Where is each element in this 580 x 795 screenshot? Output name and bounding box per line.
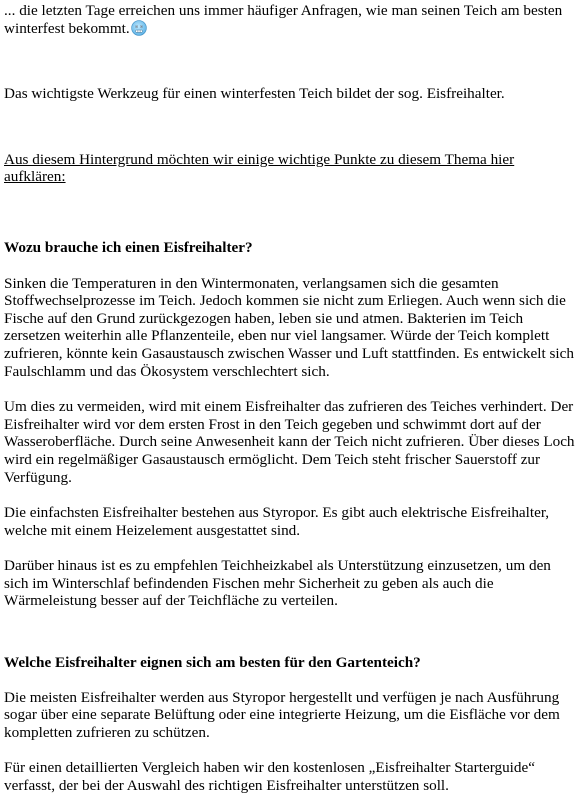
tool-paragraph: Das wichtigste Werkzeug für einen winterfesten Teich bildet der sog. Eisfreihalter. <box>4 85 505 103</box>
article-body <box>4 2 578 795</box>
why-paragraph-3: Die einfachsten Eisfreihalter bestehen aus Styropor. Es gibt auch elektrische Eisfreihalter, welche mit einem Heizelement ausgestattet sind. <box>4 504 550 539</box>
cold-face-emoji-icon <box>131 20 147 36</box>
which-paragraph-2: Für einen detaillierten Vergleich haben wir den kostenlosen „Eisfreihalter Starterguide“ verfasst, der bei der Auswahl des richtigen Eisfreihalter unterstützen soll. <box>4 759 535 795</box>
intro-text: ... die letzten Tage erreichen uns immer häufiger Anfragen, wie man seinen Teich am besten winterfest bekommt. <box>4 2 563 37</box>
heading-which-eisfreihalter: Welche Eisfreihalter eignen sich am besten für den Gartenteich? <box>4 654 421 672</box>
heading-why-eisfreihalter: Wozu brauche ich einen Eisfreihalter? <box>4 238 253 256</box>
why-paragraph-2: Um dies zu vermeiden, wird mit einem Eisfreihalter das zufrieren des Teiches verhindert. Der Eisfreihalter wird vor dem ersten Frost in den Teich gegeben und schwimmt dort auf der Wasseroberfläche. Durch seine Anwesenheit kann der Teich nicht zufrieren. Über dieses Loch wird ein regelmäßiger Gasaustausch ermöglicht. Dem Teich steht frischer Sauerstoff zur Verfügung. <box>4 398 575 486</box>
underlined-intro-paragraph: Aus diesem Hintergrund möchten wir einige wichtige Punkte zu diesem Thema hier aufklären: <box>4 150 515 186</box>
why-paragraph-1: Sinken die Temperaturen in den Wintermonaten, verlangsamen sich die gesamten Stoffwechselprozesse im Teich. Jedoch kommen sie nicht zum Erliegen. Auch wenn sich die Fische auf den Grund zurückgezogen haben, leben sie und atmen. Bakterien im Teich zersetzen weiterhin alle Pflanzenteile, eben nur viel langsamer. Würde der Teich komplett zufrieren, könnte kein Gasaustausch zwischen Wasser und Luft stattfinden. Es entwickelt sich Faulschlamm und das Ökosystem verschlechtert sich. <box>4 274 574 380</box>
why-paragraph-4: Darüber hinaus ist es zu empfehlen Teichheizkabel als Unterstützung einzusetzen, um den sich im Winterschlaf befindenden Fischen mehr Sicherheit zu geben als auch die Wärmeleistung besser auf der Teichfläche zu verteilen. <box>4 557 551 610</box>
which-paragraph-1: Die meisten Eisfreihalter werden aus Styropor hergestellt und verfügen je nach Ausführung sogar über eine separate Belüftung oder eine integrierte Heizung, um die Eisfläche vor dem kompletten zufrieren zu schützen. <box>4 688 560 741</box>
intro-paragraph <box>4 2 578 37</box>
